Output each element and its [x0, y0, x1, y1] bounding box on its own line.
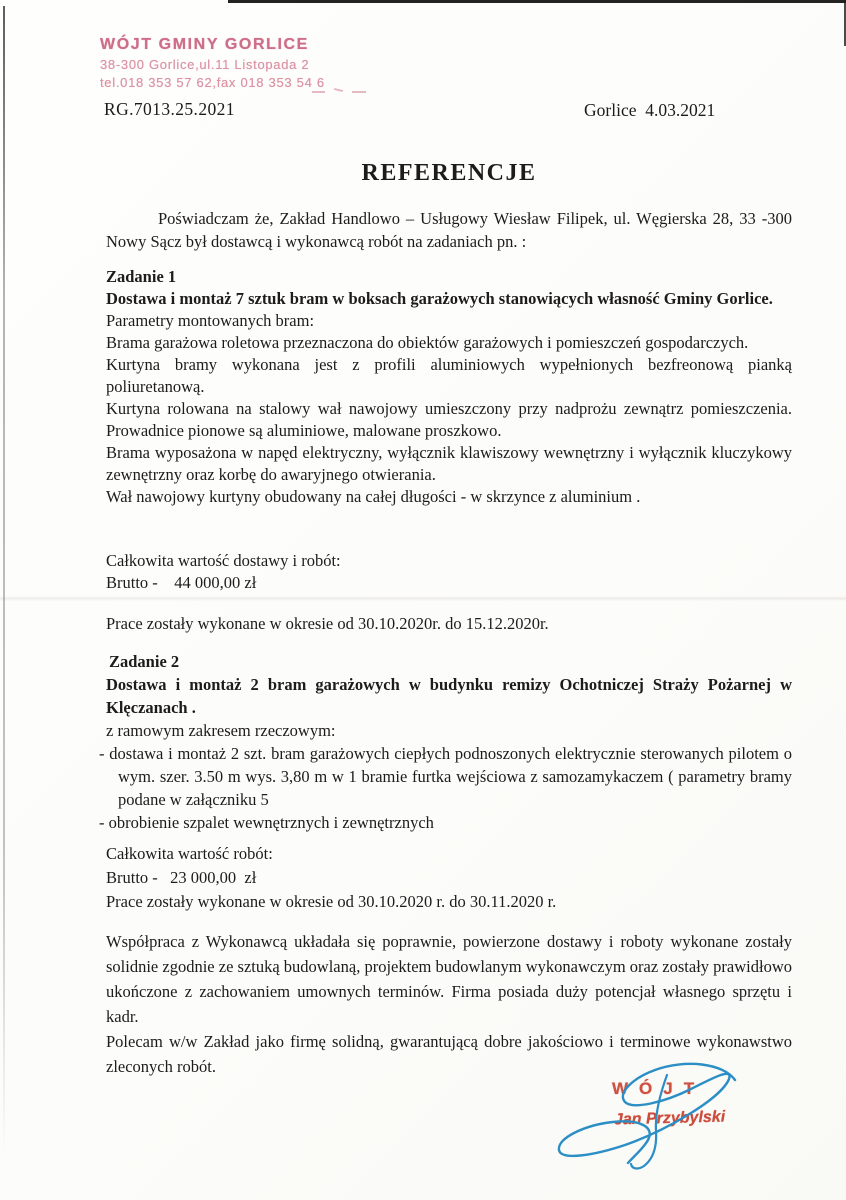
task2-total-label: Całkowita wartość robót:	[106, 844, 273, 863]
letterhead-address: 38-300 Gorlice,ul.11 Listopada 2	[100, 57, 310, 72]
intro-block	[106, 207, 792, 253]
mayor-stamp-name: Jan Przybylski	[613, 1108, 726, 1129]
signature-ink	[545, 1053, 755, 1178]
intro-paragraph: Poświadczam że, Zakład Handlowo – Usługowy Wiesław Filipek, ul. Węgierska 28, 33 -300 Nowy Sącz był dostawcą i wykonawcą robót na zadaniach pn. :	[106, 209, 792, 251]
document-title: REFERENCJE	[361, 160, 537, 186]
task2-block	[99, 650, 792, 834]
task2-total-value: Brutto - 23 000,00 zł	[106, 868, 257, 887]
task1-paragraph: Brama wyposażona w napęd elektryczny, wyłącznik klawiszowy wewnętrzny i wyłącznik kluczykowy zewnętrzny oraz korbę do awaryjnego otwierania.	[106, 443, 792, 484]
task2-bullet-2: - obrobienie szpalet wewnętrznych i zewnętrznych	[99, 813, 434, 832]
letterhead-phone-fax: tel.018 353 57 62,fax 018 353 54 6	[100, 75, 325, 90]
reference-number: RG.7013.25.2021	[104, 99, 235, 119]
task1-period: Prace zostały wykonane w okresie od 30.10.2020r. do 15.12.2020r.	[106, 614, 549, 633]
smudge-mark	[352, 91, 366, 93]
task2-scope-intro: z ramowym zakresem rzeczowym:	[106, 721, 336, 740]
task1-param-intro: Parametry montowanych bram:	[106, 311, 315, 330]
closing-paragraph-2: Polecam w/w Zakład jako firmę solidną, gwarantującą dobre jakościowo i terminowe wykonawstwo zleconych robót.	[106, 1032, 792, 1076]
task1-subheading: Dostawa i montaż 7 sztuk bram w boksach garażowych stanowiących własność Gminy Gorlice.	[106, 289, 773, 308]
smudge-mark	[312, 91, 325, 93]
task1-paragraph: Kurtyna bramy wykonana jest z profili aluminiowych wypełnionych bezfreonową pianką poliuretanową.	[106, 355, 792, 396]
task1-heading: Zadanie 1	[106, 267, 177, 286]
task1-block	[106, 266, 792, 508]
city-and-date: Gorlice 4.03.2021	[584, 100, 716, 120]
paper-crease	[0, 596, 846, 601]
task1-paragraph: Kurtyna rolowana na stalowy wał nawojowy umieszczony przy nadprożu zewnątrz pomieszczenia. Prowadnice pionowe są aluminiowe, malowane proszkowo.	[106, 399, 792, 440]
stamp-smudge	[312, 89, 378, 101]
task1-paragraph: Wał nawojowy kurtyny obudowany na całej długości - w skrzynce z aluminium .	[106, 487, 641, 506]
task2-heading: Zadanie 2	[109, 652, 180, 671]
task1-total-value: Brutto - 44 000,00 zł	[106, 573, 257, 592]
smudge-mark	[334, 88, 343, 92]
scan-edge-left	[3, 6, 5, 1156]
mayor-stamp-title: WÓJT	[612, 1079, 706, 1098]
task2-subheading: Dostawa i montaż 2 bram garażowych w budynku remizy Ochotniczej Straży Pożarnej w Klęczanach .	[106, 675, 792, 717]
closing-paragraph-1: Współpraca z Wykonawcą układała się poprawnie, powierzone dostawy i roboty wykonane zostały solidnie zgodnie ze sztuką budowlaną, projektem budowlanym wykonawczym oraz zostały prawidłowo ukończone z zachowaniem umownych terminów. Firma posiada duży potencjał własnego sprzętu i kadr.	[106, 932, 792, 1026]
task1-total-label: Całkowita wartość dostawy i robót:	[106, 551, 341, 570]
task1-total-block	[106, 550, 792, 594]
letterhead-stamp	[100, 36, 325, 90]
task1-paragraph: Brama garażowa roletowa przeznaczona do obiektów garażowych i pomieszczeń gospodarczych.	[106, 333, 749, 352]
task1-period-block	[106, 613, 792, 635]
scan-edge-top	[228, 0, 846, 3]
letterhead-office-name: WÓJT GMINY GORLICE	[100, 36, 309, 53]
task2-total-block	[106, 842, 792, 914]
task2-bullet-1: - dostawa i montaż 2 szt. bram garażowych ciepłych podnoszonych elektrycznie sterowanych pilotem o wym. szer. 3.50 m wys. 3,80 m w 1 bramie furtka wejściowa z samozamykaczem ( parametry bramy podane w załączniku 5	[99, 744, 792, 809]
task2-period: Prace zostały wykonane w okresie od 30.10.2020 r. do 30.11.2020 r.	[106, 892, 557, 911]
